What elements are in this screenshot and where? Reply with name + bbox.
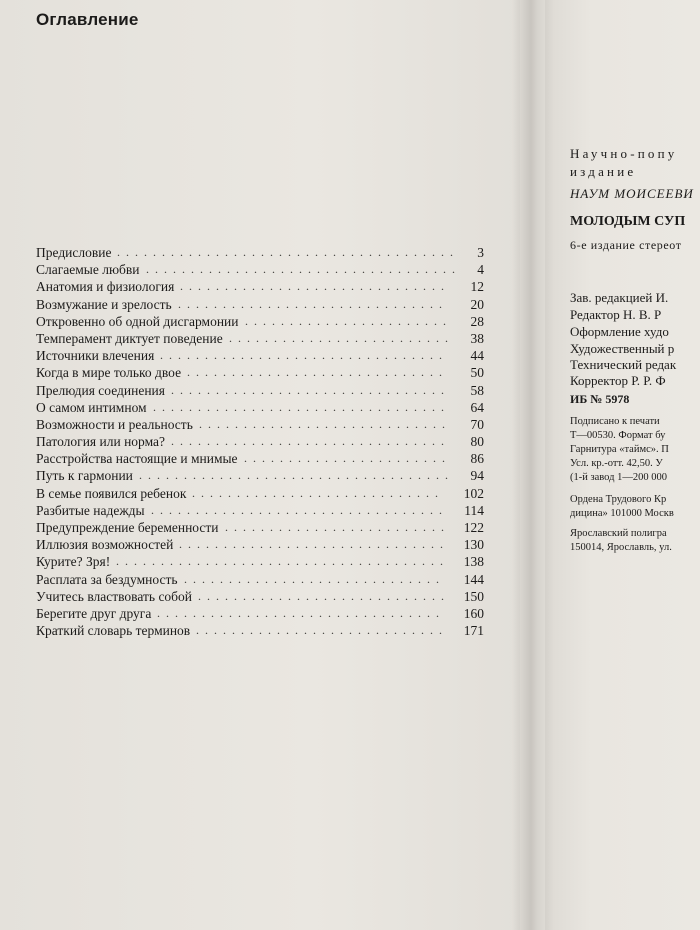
toc-entry: [36, 502, 484, 519]
toc-entry: [36, 588, 484, 605]
toc-leader-dots: ............................: [198, 588, 450, 603]
toc-entry: [36, 433, 484, 450]
toc-entry-title: Источники влечения: [36, 348, 155, 364]
toc-entry-title: В семье появился ребенок: [36, 485, 187, 501]
toc-entry-title: Патология или норма?: [36, 434, 166, 450]
toc-entry-page-number: 3: [477, 245, 484, 260]
imprint-book-title: МОЛОДЫМ СУП: [570, 214, 686, 229]
toc-leader-dots: ...................................: [139, 468, 454, 483]
toc-leader-dots: ......................................: [117, 245, 459, 259]
toc-entry: [36, 382, 484, 399]
toc-leader-dots: ..............................: [180, 279, 450, 294]
toc-entry-page-number: 50: [470, 365, 484, 381]
toc-entry-page-number: 122: [463, 520, 484, 535]
toc-leader-dots: .................................: [151, 502, 448, 517]
print-info-line: Т—00530. Формат бу: [570, 430, 666, 441]
credit-line: Технический редак: [570, 357, 677, 372]
toc-entry-page-number: 58: [470, 382, 484, 398]
toc-entry-title: Иллюзия возможностей: [36, 537, 174, 553]
print-info-line: Подписано к печати: [570, 416, 660, 427]
toc-entry-title: Предисловие: [36, 245, 112, 260]
toc-entry-title: О самом интимном: [36, 399, 147, 415]
toc-entry: [36, 605, 484, 622]
toc-leader-dots: .................................: [153, 399, 450, 414]
toc-leader-dots: ...............................: [171, 434, 450, 449]
print-info-line: (1-й завод 1—200 000: [570, 472, 667, 483]
toc-entry: [36, 467, 484, 484]
printer-line: 150014, Ярославль, ул.: [570, 542, 672, 553]
toc-entry-title: Путь к гармонии: [36, 468, 133, 484]
toc-leader-dots: .....................................: [116, 554, 449, 569]
toc-entry-page-number: 130: [463, 537, 484, 553]
toc-entry: [36, 622, 484, 639]
toc-entry-page-number: 12: [470, 279, 484, 295]
credit-line: Корректор Р. Р. Ф: [570, 373, 666, 388]
toc-title: Оглавление: [36, 10, 139, 29]
toc-leader-dots: .............................: [187, 365, 448, 380]
toc-entry-page-number: 102: [463, 485, 484, 501]
imprint-genre-line: Научно-попу: [570, 146, 678, 161]
toc-entry-page-number: 94: [470, 468, 484, 484]
toc-entry-page-number: 114: [464, 502, 484, 518]
toc-leader-dots: .........................: [225, 520, 450, 534]
toc-entry-page-number: 28: [470, 313, 484, 329]
toc-leader-dots: .......................: [245, 313, 452, 328]
toc-entry: [36, 416, 484, 433]
toc-entry-title: Расплата за бездумность: [36, 571, 178, 587]
toc-entry: [36, 364, 484, 381]
printer-line: Ярославский полигра: [570, 528, 667, 539]
toc-entry-title: Расстройства настоящие и мнимые: [36, 451, 238, 467]
toc-leader-dots: ............................: [192, 485, 444, 500]
toc-entry-page-number: 171: [463, 623, 484, 639]
publisher-line: Ордена Трудового Кр: [570, 494, 667, 505]
toc-leader-dots: ................................: [160, 348, 448, 363]
toc-entry: [36, 399, 484, 416]
credit-line: Оформление худо: [570, 324, 669, 339]
toc-leader-dots: ................................: [157, 605, 445, 620]
print-info-line: Гарнитура «таймс». П: [570, 444, 669, 455]
toc-entry: [36, 261, 484, 278]
toc-entry: [36, 278, 484, 295]
toc-entry-title: Откровенно об одной дисгармонии: [36, 313, 239, 329]
toc-leader-dots: .......................: [244, 451, 451, 466]
toc-entry-page-number: 144: [463, 571, 484, 587]
toc-entry-title: Берегите друг друга: [36, 605, 152, 621]
toc-entry: [36, 450, 484, 467]
toc-entry-title: Возмужание и зрелость: [36, 296, 172, 312]
toc-entry-page-number: 20: [470, 296, 484, 312]
table-of-contents: [36, 244, 484, 639]
toc-entry-page-number: 64: [470, 399, 484, 415]
toc-entry-title: Разбитые надежды: [36, 502, 145, 518]
toc-entry-page-number: 38: [470, 330, 484, 346]
imprint-author: НАУМ МОИСЕЕВИ: [570, 186, 694, 201]
toc-leader-dots: ...............................: [171, 382, 450, 397]
toc-leader-dots: ..............................: [178, 296, 448, 311]
toc-leader-dots: ...................................: [146, 262, 461, 277]
toc-entry-title: Когда в мире только двое: [36, 365, 182, 381]
toc-entry-page-number: 44: [470, 348, 484, 364]
toc-entry-title: Анатомия и физиология: [36, 279, 175, 295]
toc-leader-dots: .............................: [184, 571, 445, 586]
toc-entry: [36, 347, 484, 364]
toc-entry-title: Слагаемые любви: [36, 262, 140, 278]
imprint-genre-line-2: издание: [570, 164, 637, 179]
toc-entry-title: Учитесь властвовать собой: [36, 588, 193, 604]
toc-entry-page-number: 86: [470, 451, 484, 467]
toc-entry-title: Прелюдия соединения: [36, 382, 165, 398]
credit-line: Зав. редакцией И.: [570, 290, 669, 305]
toc-entry: [36, 519, 484, 536]
toc-entry: [36, 330, 484, 347]
toc-entry-title: Курите? Зря!: [36, 554, 111, 570]
imprint-ib-number: ИБ № 5978: [570, 392, 630, 406]
toc-leader-dots: ............................: [199, 416, 451, 431]
credit-line: Художественный р: [570, 341, 675, 356]
toc-entry-title: Темперамент диктует поведение: [36, 330, 223, 346]
toc-entry: [36, 313, 484, 330]
toc-entry: [36, 553, 484, 570]
toc-entry: [36, 485, 484, 502]
toc-entry: [36, 536, 484, 553]
toc-entry-page-number: 4: [477, 262, 484, 278]
toc-entry-page-number: 80: [470, 434, 484, 450]
toc-leader-dots: ..............................: [179, 537, 449, 552]
toc-entry-title: Предупреждение беременности: [36, 520, 219, 535]
toc-entry-page-number: 160: [463, 605, 484, 621]
book-gutter: [512, 0, 554, 930]
toc-entry-page-number: 150: [463, 588, 484, 604]
toc-entry: [36, 571, 484, 588]
toc-leader-dots: ............................: [196, 623, 448, 638]
imprint-edition: 6-е издание стереот: [570, 238, 682, 252]
publisher-line: дицина» 101000 Москв: [570, 508, 674, 519]
print-info-line: Усл. кр.-отт. 42,50. У: [570, 458, 663, 469]
toc-entry: [36, 244, 484, 261]
credit-line: Редактор Н. В. Р: [570, 307, 662, 322]
toc-entry-page-number: 138: [463, 554, 484, 570]
toc-entry-title: Краткий словарь терминов: [36, 623, 191, 639]
toc-entry-title: Возможности и реальность: [36, 416, 193, 432]
toc-entry: [36, 296, 484, 313]
toc-leader-dots: .........................: [229, 330, 454, 345]
toc-entry-page-number: 70: [470, 416, 484, 432]
